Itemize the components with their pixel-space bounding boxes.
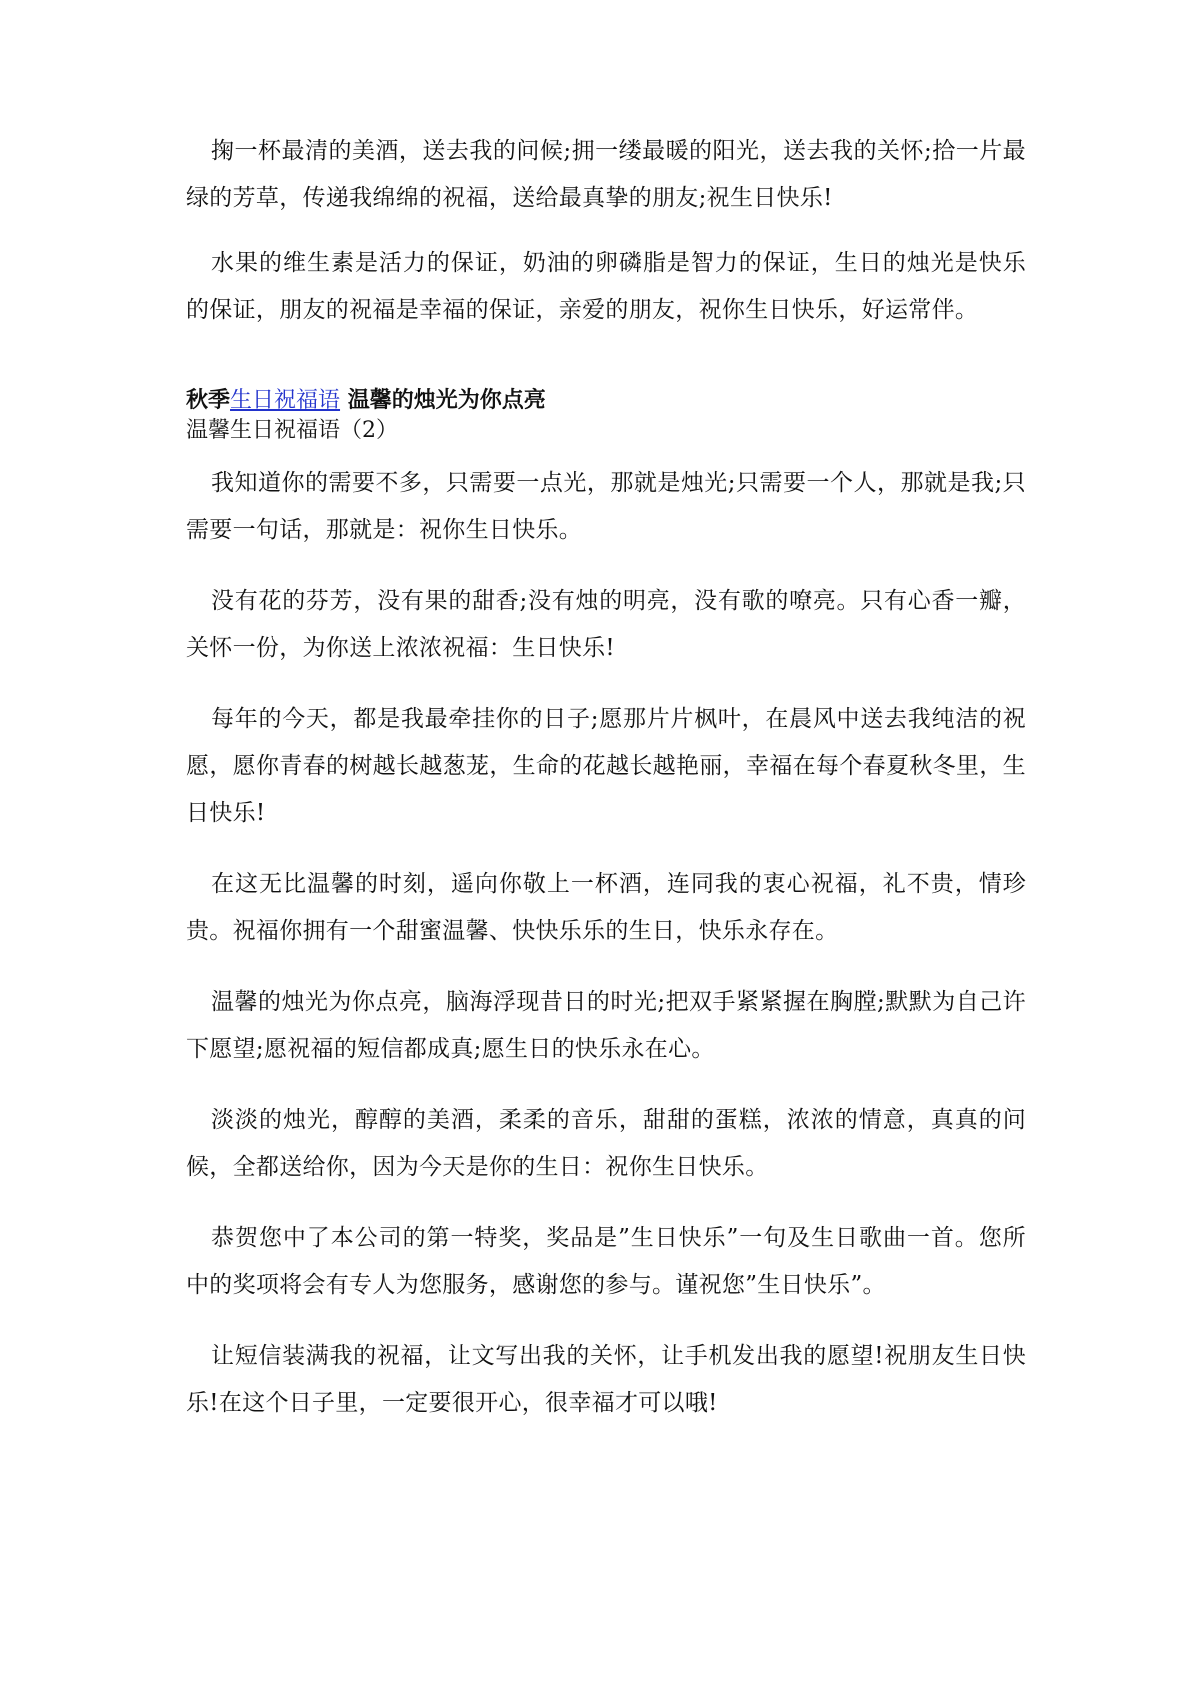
heading-prefix: 秋季: [186, 388, 231, 413]
body-paragraph: 恭贺您中了本公司的第一特奖，奖品是”生日快乐”一句及生日歌曲一首。您所中的奖项将会有专人为您服务，感谢您的参与。谨祝您”生日快乐”。: [186, 1225, 1026, 1298]
section-subheading: 温馨生日祝福语（2）: [186, 418, 398, 443]
body-paragraph: 没有花的芬芳，没有果的甜香;没有烛的明亮，没有歌的嘹亮。只有心香一瓣，关怀一份，为你送上浓浓祝福：生日快乐!: [186, 588, 1026, 661]
body-paragraph: 让短信装满我的祝福，让文写出我的关怀，让手机发出我的愿望!祝朋友生日快乐!在这个日子里，一定要很开心，很幸福才可以哦!: [186, 1343, 1026, 1416]
section-heading: [186, 388, 1026, 414]
intro-paragraph: 掬一杯最清的美酒，送去我的问候;拥一缕最暖的阳光，送去我的关怀;拾一片最绿的芳草，传递我绵绵的祝福，送给最真挚的朋友;祝生日快乐!: [186, 138, 1026, 211]
document-page: [186, 128, 1026, 1427]
intro-paragraph: 水果的维生素是活力的保证，奶油的卵磷脂是智力的保证，生日的烛光是快乐的保证，朋友的祝福是幸福的保证，亲爱的朋友，祝你生日快乐，好运常伴。: [186, 250, 1026, 323]
heading-link[interactable]: 生日祝福语: [230, 388, 341, 413]
body-paragraph: 每年的今天，都是我最牵挂你的日子;愿那片片枫叶，在晨风中送去我纯洁的祝愿，愿你青春的树越长越葱茏，生命的花越长越艳丽，幸福在每个春夏秋冬里，生日快乐!: [186, 706, 1026, 826]
body-paragraph: 淡淡的烛光，醇醇的美酒，柔柔的音乐，甜甜的蛋糕，浓浓的情意，真真的问候，全都送给你，因为今天是你的生日：祝你生日快乐。: [186, 1107, 1026, 1180]
body-paragraph: 我知道你的需要不多，只需要一点光，那就是烛光;只需要一个人，那就是我;只需要一句话，那就是：祝你生日快乐。: [186, 470, 1026, 543]
heading-suffix: 温馨的烛光为你点亮: [340, 388, 546, 413]
body-paragraph: 温馨的烛光为你点亮，脑海浮现昔日的时光;把双手紧紧握在胸膛;默默为自己许下愿望;愿祝福的短信都成真;愿生日的快乐永在心。: [186, 989, 1026, 1062]
body-paragraph: 在这无比温馨的时刻，遥向你敬上一杯酒，连同我的衷心祝福，礼不贵，情珍贵。祝福你拥有一个甜蜜温馨、快快乐乐的生日，快乐永存在。: [186, 871, 1026, 944]
